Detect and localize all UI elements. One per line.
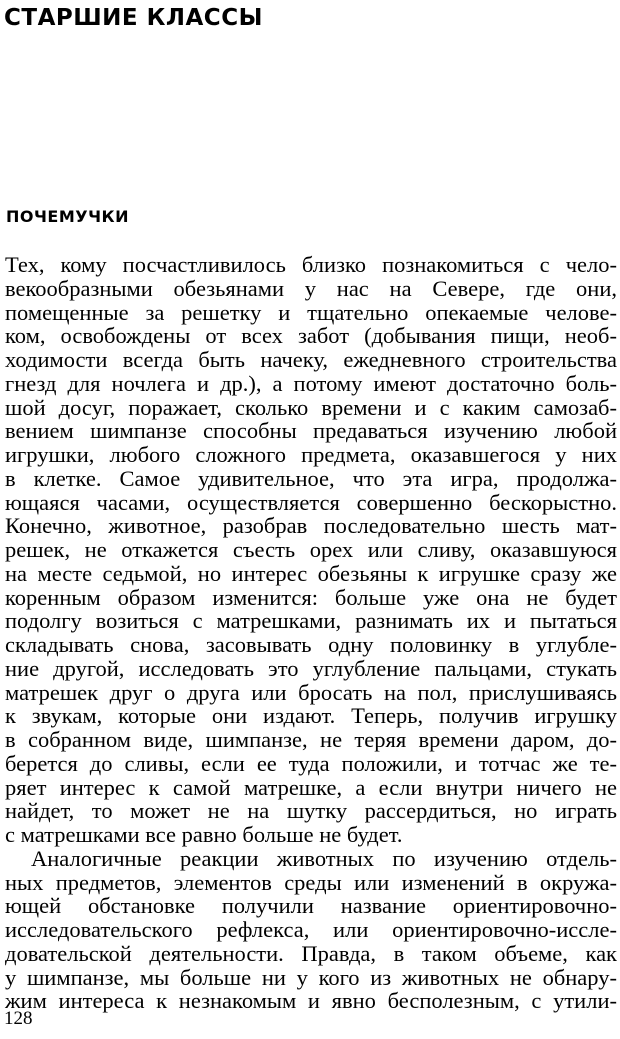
text-line: Тех, кому посчастливилось близко познакомиться с чело-: [5, 252, 617, 277]
body-text: [5, 253, 617, 1013]
text-line: у шимпанзе, мы больше ни у кого из животных не обнару-: [5, 964, 617, 990]
chapter-title: СТАРШИЕ КЛАССЫ: [4, 5, 263, 31]
paragraph: [5, 847, 617, 1013]
text-line: решек, не откажется съесть орех или сливу, оказавшуюся: [5, 537, 617, 562]
text-line: Аналогичные реакции животных по изучению отдель-: [31, 845, 617, 871]
paragraph: [5, 253, 617, 847]
text-line: ние другой, исследовать это углубление пальцами, стукать: [5, 655, 617, 681]
text-line: к звукам, которые они издают. Теперь, получив игрушку: [5, 703, 617, 729]
text-line: ных предметов, элементов среды или изменений в окружа-: [5, 869, 617, 895]
section-title: ПОЧЕМУЧКИ: [6, 207, 130, 226]
text-line: на месте седьмой, но интерес обезьяны к игрушке сразу же: [5, 560, 617, 586]
text-line: жим интереса к незнакомым и явно бесполезным, с утили-: [5, 988, 617, 1014]
text-line: вением шимпанзе способны предаваться изучению любой: [5, 418, 617, 444]
text-line: исследовательского рефлекса, или ориентировочно-иссле-: [5, 917, 617, 942]
text-line: ком, освобождены от всех забот (добывания пищи, необ-: [5, 323, 617, 349]
text-line: матрешек друг о друга или бросать на пол, прислушиваясь: [5, 679, 617, 705]
text-line: гнезд для ночлега и др.), а потому имеют достаточно боль-: [5, 370, 617, 396]
text-line: игрушки, любого сложного предмета, оказавшегося у них: [5, 442, 617, 467]
text-line: ющаяся часами, осуществляется совершенно бескорыстно.: [5, 489, 617, 515]
text-line: помещенные за решетку и тщательно опекаемые челове-: [5, 299, 617, 325]
page-number: 128: [4, 1008, 33, 1029]
text-line: подолгу возиться с матрешками, разнимать их и пытаться: [5, 608, 617, 634]
text-line: ходимости всегда быть начеку, ежедневного строительства: [5, 347, 617, 372]
text-line: берется до сливы, если ее туда положили, и тотчас же те-: [5, 750, 617, 776]
text-line: довательской деятельности. Правда, в таком объеме, как: [5, 940, 617, 966]
text-line: с матрешками все равно больше не будет.: [5, 822, 403, 847]
text-line: складывать снова, засовывать одну половинку в углубле-: [5, 632, 617, 657]
text-line: шой досуг, поражает, сколько времени и с каким самозаб-: [5, 394, 617, 420]
text-line: в клетке. Самое удивительное, что эта игра, продолжа-: [5, 465, 617, 491]
text-line: векообразными обезьянами у нас на Севере, где они,: [5, 275, 617, 301]
text-line: коренным образом изменится: больше уже она не будет: [5, 584, 617, 610]
text-line: ющей обстановке получили название ориентировочно-: [5, 893, 617, 919]
text-line: найдет, то может не на шутку рассердиться, но играть: [5, 798, 617, 824]
text-line: в собранном виде, шимпанзе, не теряя времени даром, до-: [5, 727, 617, 752]
text-line: Конечно, животное, разобрав последовательно шесть мат-: [5, 513, 617, 539]
text-line: ряет интерес к самой матрешке, а если внутри ничего не: [5, 774, 617, 800]
